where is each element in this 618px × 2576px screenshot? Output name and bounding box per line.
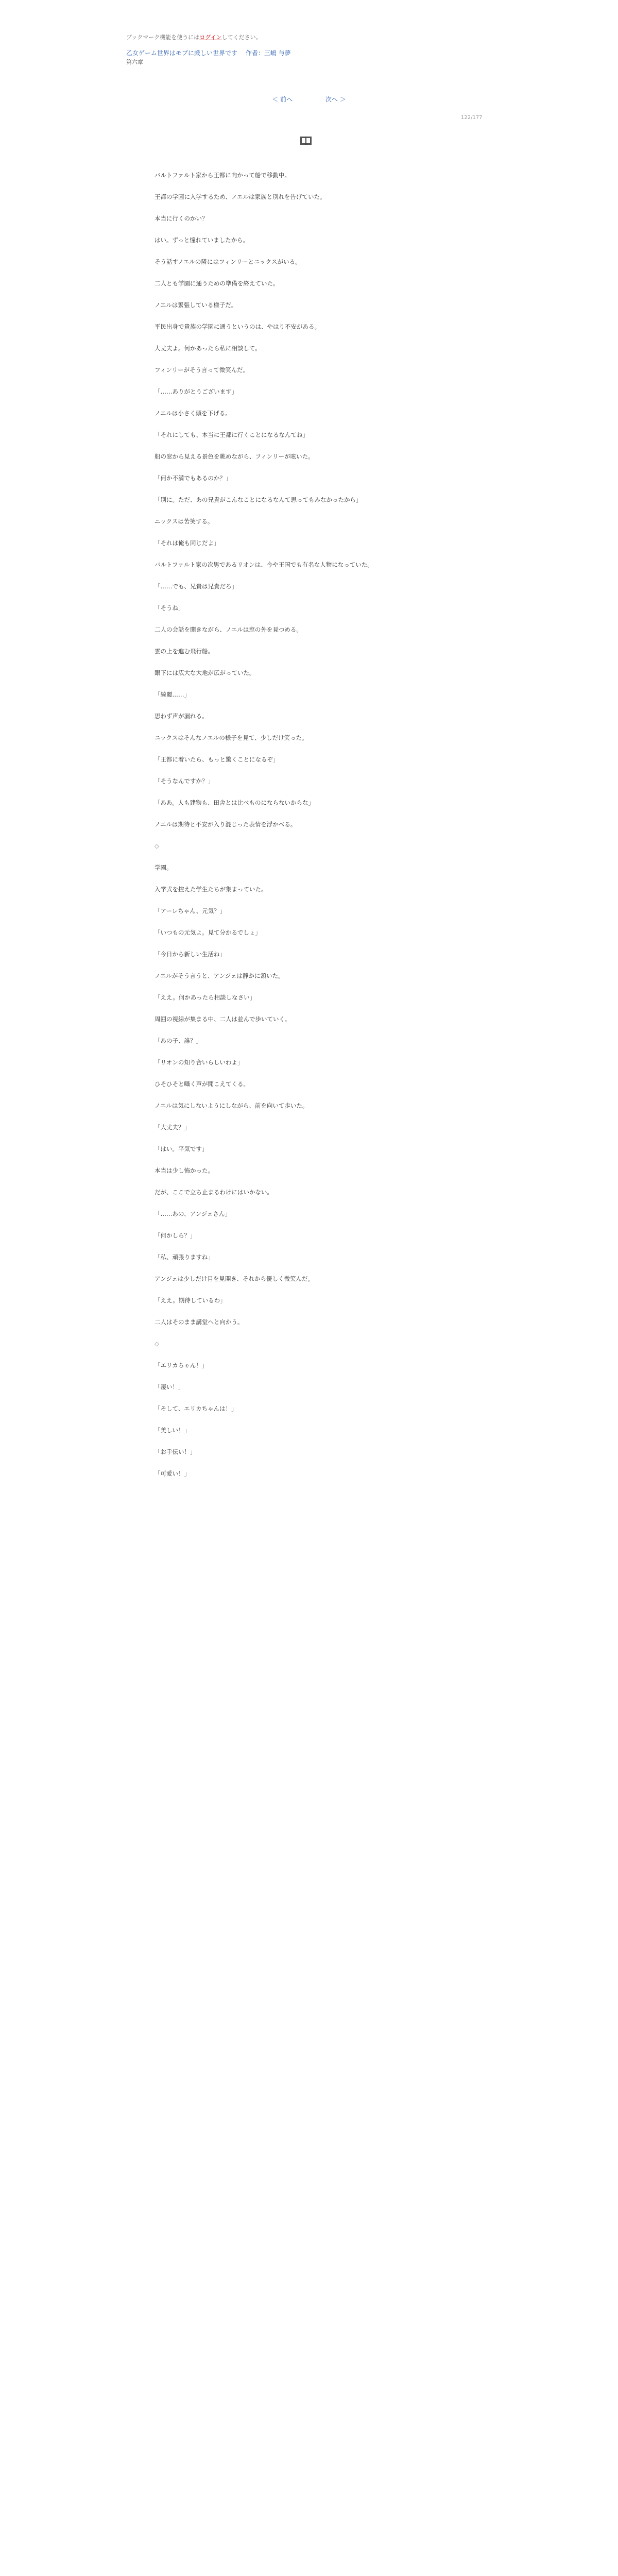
body-paragraph: 「あの子、誰？」 xyxy=(154,1037,202,1044)
body-paragraph: 「ええ。期待しているわ」 xyxy=(154,1297,226,1304)
body-paragraph: 「……でも、兄貴は兄貴だろ」 xyxy=(154,583,237,590)
book-icon xyxy=(299,135,313,146)
body-paragraph: バルトファルト家の次男であるリオンは、今や王国でも有名な人物になっていた。 xyxy=(154,561,373,568)
body-paragraph: 「アーレちゃん、元気？」 xyxy=(154,907,226,914)
body-paragraph: 「今日から新しい生活ね」 xyxy=(154,951,226,958)
body-paragraph: ノエルは気にしないようにしながら、前を向いて歩いた。 xyxy=(154,1102,308,1109)
body-paragraph: ニックスは苦笑する。 xyxy=(154,518,214,525)
body-paragraph: 「そうなんですか？」 xyxy=(154,777,214,785)
body-paragraph: 二人はそのまま講堂へと向かう。 xyxy=(154,1318,244,1326)
body-paragraph: アンジェは少しだけ目を見開き、それから優しく微笑んだ。 xyxy=(154,1275,314,1282)
body-paragraph: ノエルは期待と不安が入り混じった表情を浮かべる。 xyxy=(154,821,297,828)
author-link[interactable]: 作者：三嶋 与夢 xyxy=(245,49,291,57)
body-paragraph: そう話すノエルの隣にはフィンリーとニックスがいる。 xyxy=(154,258,301,265)
body-paragraph: 平民出身で貴族の学園に通うというのは、やはり不安がある。 xyxy=(154,323,320,330)
body-paragraph: 「そうね」 xyxy=(154,604,184,612)
body-paragraph: 「いつもの元気よ。見て分かるでしょ」 xyxy=(154,929,261,936)
body-paragraph: 「ええ。何かあったら相談しなさい」 xyxy=(154,994,256,1001)
body-paragraph: 思わず声が漏れる。 xyxy=(154,713,208,720)
body-paragraph: 「王都に着いたら、もっと驚くことになるぞ」 xyxy=(154,756,279,763)
body-paragraph: 二人とも学園に通うための準備を終えていた。 xyxy=(154,280,279,287)
body-paragraph: ニックスはそんなノエルの様子を見て、少しだけ笑った。 xyxy=(154,734,308,741)
pager-top xyxy=(0,95,618,104)
prev-page-link[interactable]: ＜ 前へ xyxy=(272,96,293,103)
body-paragraph: 「お手伝い！」 xyxy=(154,1448,196,1455)
body-paragraph: 本当は少し怖かった。 xyxy=(154,1167,214,1174)
body-paragraph: バルトファルト家から王都に向かって船で移動中。 xyxy=(154,172,290,179)
body-paragraph: 本当に行くのかい？ xyxy=(154,215,208,222)
body-paragraph: 「……ありがとうございます」 xyxy=(154,388,237,395)
body-paragraph: はい。ずっと憧れていましたから。 xyxy=(154,236,249,244)
body-paragraph: 「可愛い！」 xyxy=(154,1470,190,1477)
body-paragraph: 学園。 xyxy=(154,864,173,871)
body-paragraph: 「何か不満でもあるのか？」 xyxy=(154,474,232,482)
body-paragraph: 王都の学園に入学するため、ノエルは家族と別れを告げていた。 xyxy=(154,193,326,200)
body-paragraph: 入学式を控えた学生たちが集まっていた。 xyxy=(154,886,267,893)
body-paragraph: 「リオンの知り合いらしいわよ」 xyxy=(154,1059,244,1066)
body-paragraph: 「……あの、アンジェさん」 xyxy=(154,1210,231,1217)
body-paragraph: 「綺麗……」 xyxy=(154,691,190,698)
body-paragraph: 「私、頑張りますね」 xyxy=(154,1253,214,1261)
body-paragraph: 「美しい！」 xyxy=(154,1427,190,1434)
body-paragraph: フィンリーがそう言って微笑んだ。 xyxy=(154,366,249,374)
body-paragraph: 「そして、エリカちゃんは！」 xyxy=(154,1405,237,1412)
body-paragraph: 二人の会話を聞きながら、ノエルは窓の外を見つめる。 xyxy=(154,626,302,633)
novel-body xyxy=(154,170,464,1490)
body-paragraph: ノエルは小さく頭を下げる。 xyxy=(154,410,231,417)
novel-title-link[interactable]: 乙女ゲーム世界はモブに厳しい世界です xyxy=(126,49,238,57)
body-paragraph: 眼下には広大な大地が広がっていた。 xyxy=(154,669,255,676)
body-paragraph: 「エリカちゃん！」 xyxy=(154,1362,208,1369)
body-paragraph: だが、ここで立ち止まるわけにはいかない。 xyxy=(154,1189,273,1196)
section-separator: ◇ xyxy=(154,842,159,850)
body-paragraph: 「何かしら？」 xyxy=(154,1232,196,1239)
login-link[interactable]: ログイン xyxy=(199,34,222,41)
body-paragraph: 「凄い！」 xyxy=(154,1383,184,1391)
body-paragraph: ノエルは緊張している様子だ。 xyxy=(154,301,237,309)
body-paragraph: ひそひそと囁く声が聞こえてくる。 xyxy=(154,1080,249,1088)
chapter-label: 第六章 xyxy=(126,59,143,65)
body-paragraph: 船の窓から見える景色を眺めながら、フィンリーが呟いた。 xyxy=(154,453,314,460)
body-paragraph: 周囲の視線が集まる中、二人は並んで歩いていく。 xyxy=(154,1015,291,1023)
body-paragraph: 大丈夫よ。何かあったら私に相談して。 xyxy=(154,345,261,352)
body-paragraph: 「それは俺も同じだよ」 xyxy=(154,539,220,547)
notice-suffix: してください。 xyxy=(221,34,262,41)
body-paragraph: 「それにしても、本当に王都に行くことになるなんてね」 xyxy=(154,431,308,438)
next-page-link[interactable]: 次へ ＞ xyxy=(325,96,346,103)
body-paragraph: 雲の上を進む飛行船。 xyxy=(154,648,214,655)
notice-prefix: ブックマーク機能を使うには xyxy=(126,34,200,41)
body-paragraph: ノエルがそう言うと、アンジェは静かに頷いた。 xyxy=(154,972,284,979)
body-paragraph: 「ああ。人も建物も、田舎とは比べものにならないからな」 xyxy=(154,799,315,806)
body-paragraph: 「別に。ただ、あの兄貴がこんなことになるなんて思ってもみなかったから」 xyxy=(154,496,362,503)
novel-header xyxy=(126,48,297,57)
page-count: 122/177 xyxy=(461,115,483,121)
body-paragraph: 「大丈夫？」 xyxy=(154,1124,190,1131)
section-separator: ◇ xyxy=(154,1340,159,1347)
login-notice xyxy=(126,33,262,41)
body-paragraph: 「はい。平気です」 xyxy=(154,1145,208,1153)
